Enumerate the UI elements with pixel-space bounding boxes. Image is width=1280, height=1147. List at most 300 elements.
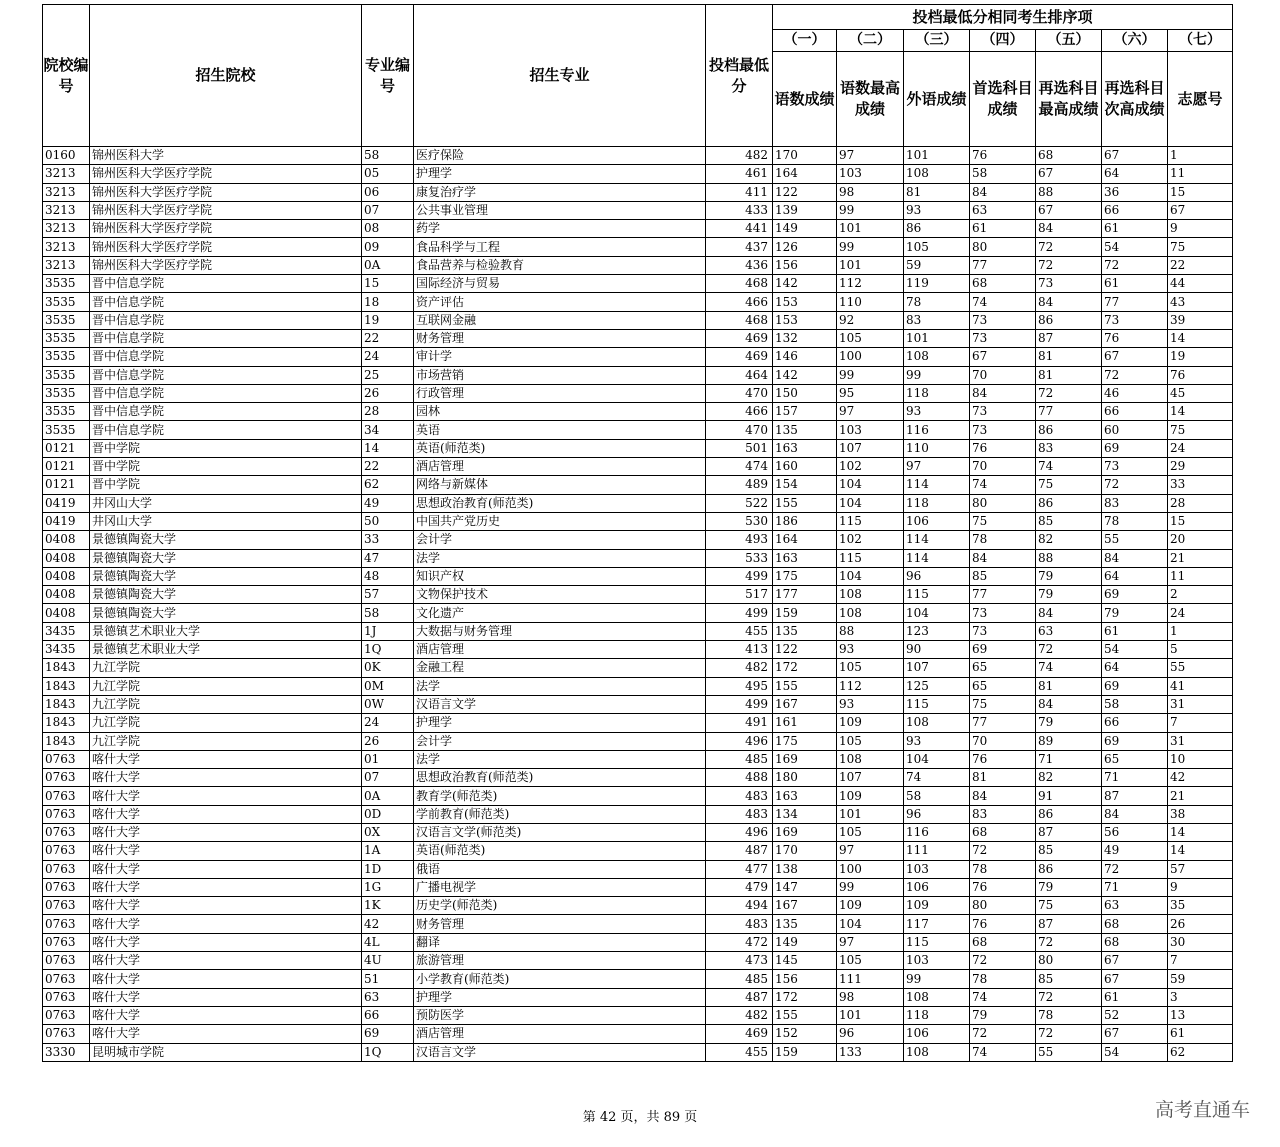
table-row <box>43 659 1233 677</box>
cell-order-7: 21 <box>1168 549 1233 567</box>
cell-school-code: 0763 <box>43 988 90 1006</box>
cell-school: 景德镇艺术职业大学 <box>90 641 362 659</box>
cell-order-5: 72 <box>1036 933 1102 951</box>
cell-major-code: 07 <box>362 769 414 787</box>
cell-school: 晋中信息学院 <box>90 403 362 421</box>
cell-order-7: 75 <box>1168 238 1233 256</box>
cell-order-2: 104 <box>837 567 904 585</box>
cell-order-5: 71 <box>1036 750 1102 768</box>
cell-school-code: 0763 <box>43 952 90 970</box>
cell-order-7: 14 <box>1168 842 1233 860</box>
cell-school-code: 0121 <box>43 458 90 476</box>
cell-school: 喀什大学 <box>90 787 362 805</box>
table-row <box>43 238 1233 256</box>
cell-school: 喀什大学 <box>90 878 362 896</box>
cell-order-6: 69 <box>1102 439 1168 457</box>
cell-major: 网络与新媒体 <box>414 476 706 494</box>
cell-order-2: 104 <box>837 494 904 512</box>
cell-order-3: 114 <box>904 531 970 549</box>
cell-school-code: 0160 <box>43 147 90 165</box>
table-row <box>43 622 1233 640</box>
cell-order-6: 76 <box>1102 329 1168 347</box>
cell-order-7: 35 <box>1168 897 1233 915</box>
cell-order-1: 155 <box>773 1006 837 1024</box>
cell-order-2: 105 <box>837 329 904 347</box>
cell-major: 预防医学 <box>414 1006 706 1024</box>
cell-order-3: 114 <box>904 476 970 494</box>
cell-order-2: 95 <box>837 384 904 402</box>
cell-order-1: 175 <box>773 732 837 750</box>
cell-order-1: 163 <box>773 439 837 457</box>
cell-school: 锦州医科大学医疗学院 <box>90 238 362 256</box>
cell-school-code: 1843 <box>43 659 90 677</box>
cell-school-code: 0121 <box>43 439 90 457</box>
cell-min-score: 489 <box>706 476 773 494</box>
cell-school-code: 3213 <box>43 256 90 274</box>
cell-school: 晋中信息学院 <box>90 275 362 293</box>
header-item-7: 志愿号 <box>1168 52 1233 147</box>
cell-order-4: 73 <box>970 604 1036 622</box>
cell-order-7: 2 <box>1168 586 1233 604</box>
cell-order-3: 101 <box>904 329 970 347</box>
cell-major: 财务管理 <box>414 915 706 933</box>
cell-order-2: 97 <box>837 933 904 951</box>
cell-order-6: 71 <box>1102 878 1168 896</box>
cell-order-7: 5 <box>1168 641 1233 659</box>
cell-min-score: 485 <box>706 750 773 768</box>
cell-order-4: 83 <box>970 805 1036 823</box>
header-order-6: （六） <box>1102 30 1168 52</box>
cell-school: 景德镇陶瓷大学 <box>90 531 362 549</box>
table-row <box>43 531 1233 549</box>
table-row <box>43 403 1233 421</box>
cell-school-code: 1843 <box>43 695 90 713</box>
cell-major: 法学 <box>414 677 706 695</box>
table-row <box>43 549 1233 567</box>
cell-school-code: 0763 <box>43 897 90 915</box>
cell-order-7: 26 <box>1168 915 1233 933</box>
cell-major-code: 14 <box>362 439 414 457</box>
cell-min-score: 482 <box>706 147 773 165</box>
cell-school-code: 0408 <box>43 604 90 622</box>
cell-order-6: 55 <box>1102 531 1168 549</box>
cell-school: 喀什大学 <box>90 897 362 915</box>
cell-school-code: 3213 <box>43 183 90 201</box>
cell-major-code: 0A <box>362 256 414 274</box>
cell-order-5: 86 <box>1036 494 1102 512</box>
cell-order-7: 7 <box>1168 952 1233 970</box>
cell-order-7: 31 <box>1168 732 1233 750</box>
cell-major: 食品科学与工程 <box>414 238 706 256</box>
cell-major: 知识产权 <box>414 567 706 585</box>
cell-order-1: 147 <box>773 878 837 896</box>
cell-order-6: 61 <box>1102 988 1168 1006</box>
cell-order-6: 72 <box>1102 256 1168 274</box>
cell-order-4: 72 <box>970 842 1036 860</box>
cell-min-score: 522 <box>706 494 773 512</box>
cell-min-score: 472 <box>706 933 773 951</box>
cell-order-1: 159 <box>773 604 837 622</box>
cell-order-3: 115 <box>904 695 970 713</box>
cell-major: 教育学(师范类) <box>414 787 706 805</box>
cell-school: 喀什大学 <box>90 933 362 951</box>
cell-school: 晋中学院 <box>90 476 362 494</box>
cell-order-2: 133 <box>837 1043 904 1061</box>
cell-order-5: 79 <box>1036 878 1102 896</box>
cell-order-1: 186 <box>773 512 837 530</box>
cell-order-3: 106 <box>904 878 970 896</box>
cell-order-6: 66 <box>1102 714 1168 732</box>
cell-order-4: 68 <box>970 823 1036 841</box>
cell-order-3: 118 <box>904 384 970 402</box>
cell-major-code: 4U <box>362 952 414 970</box>
cell-order-5: 67 <box>1036 201 1102 219</box>
cell-order-1: 160 <box>773 458 837 476</box>
cell-order-4: 73 <box>970 421 1036 439</box>
cell-order-5: 86 <box>1036 860 1102 878</box>
cell-order-5: 88 <box>1036 549 1102 567</box>
cell-major-code: 4L <box>362 933 414 951</box>
cell-major-code: 22 <box>362 329 414 347</box>
cell-order-6: 58 <box>1102 695 1168 713</box>
cell-min-score: 495 <box>706 677 773 695</box>
cell-major-code: 24 <box>362 348 414 366</box>
cell-school-code: 1843 <box>43 732 90 750</box>
cell-min-score: 437 <box>706 238 773 256</box>
cell-order-1: 172 <box>773 988 837 1006</box>
cell-major: 文物保护技术 <box>414 586 706 604</box>
header-order-3: （三） <box>904 30 970 52</box>
cell-order-4: 68 <box>970 275 1036 293</box>
cell-order-4: 76 <box>970 878 1036 896</box>
cell-school: 喀什大学 <box>90 988 362 1006</box>
header-major-code: 专业编号 <box>362 5 414 147</box>
cell-major: 药学 <box>414 220 706 238</box>
cell-min-score: 469 <box>706 348 773 366</box>
cell-major: 学前教育(师范类) <box>414 805 706 823</box>
cell-major: 思想政治教育(师范类) <box>414 494 706 512</box>
cell-order-1: 159 <box>773 1043 837 1061</box>
cell-order-1: 155 <box>773 677 837 695</box>
cell-order-1: 167 <box>773 695 837 713</box>
cell-order-5: 72 <box>1036 641 1102 659</box>
cell-major-code: 57 <box>362 586 414 604</box>
cell-order-1: 135 <box>773 622 837 640</box>
cell-order-5: 72 <box>1036 988 1102 1006</box>
cell-order-7: 61 <box>1168 1025 1233 1043</box>
cell-school: 锦州医科大学医疗学院 <box>90 256 362 274</box>
cell-order-1: 126 <box>773 238 837 256</box>
cell-order-7: 31 <box>1168 695 1233 713</box>
cell-order-6: 87 <box>1102 787 1168 805</box>
cell-major-code: 28 <box>362 403 414 421</box>
cell-order-5: 72 <box>1036 1025 1102 1043</box>
header-order-1: （一） <box>773 30 837 52</box>
cell-min-score: 466 <box>706 293 773 311</box>
cell-order-4: 84 <box>970 384 1036 402</box>
cell-order-2: 105 <box>837 659 904 677</box>
cell-order-2: 103 <box>837 165 904 183</box>
header-item-3: 外语成绩 <box>904 52 970 147</box>
cell-order-2: 103 <box>837 421 904 439</box>
cell-min-score: 413 <box>706 641 773 659</box>
cell-order-2: 100 <box>837 348 904 366</box>
cell-order-7: 75 <box>1168 421 1233 439</box>
cell-order-2: 102 <box>837 531 904 549</box>
table-row <box>43 878 1233 896</box>
table-row <box>43 732 1233 750</box>
cell-min-score: 436 <box>706 256 773 274</box>
cell-order-1: 135 <box>773 421 837 439</box>
cell-order-7: 45 <box>1168 384 1233 402</box>
cell-order-7: 76 <box>1168 366 1233 384</box>
cell-order-3: 115 <box>904 586 970 604</box>
cell-major-code: 1J <box>362 622 414 640</box>
table-row <box>43 823 1233 841</box>
cell-order-6: 72 <box>1102 860 1168 878</box>
cell-order-3: 116 <box>904 823 970 841</box>
cell-order-2: 107 <box>837 769 904 787</box>
cell-major: 旅游管理 <box>414 952 706 970</box>
cell-order-4: 72 <box>970 952 1036 970</box>
table-row <box>43 860 1233 878</box>
table-row <box>43 165 1233 183</box>
header-item-4: 首选科目成绩 <box>970 52 1036 147</box>
cell-major: 会计学 <box>414 531 706 549</box>
cell-order-3: 108 <box>904 165 970 183</box>
cell-order-4: 73 <box>970 329 1036 347</box>
cell-school-code: 0408 <box>43 567 90 585</box>
cell-order-7: 22 <box>1168 256 1233 274</box>
table-row <box>43 384 1233 402</box>
cell-order-5: 85 <box>1036 970 1102 988</box>
cell-order-3: 93 <box>904 732 970 750</box>
cell-school-code: 0121 <box>43 476 90 494</box>
header-item-5: 再选科目最高成绩 <box>1036 52 1102 147</box>
cell-order-5: 55 <box>1036 1043 1102 1061</box>
cell-order-2: 104 <box>837 915 904 933</box>
header-tiebreak-group: 投档最低分相同考生排序项 <box>773 5 1233 30</box>
cell-school-code: 0408 <box>43 586 90 604</box>
cell-min-score: 473 <box>706 952 773 970</box>
cell-school-code: 3535 <box>43 275 90 293</box>
cell-order-6: 84 <box>1102 805 1168 823</box>
cell-major-code: 26 <box>362 384 414 402</box>
cell-order-1: 180 <box>773 769 837 787</box>
cell-order-5: 81 <box>1036 677 1102 695</box>
cell-order-5: 88 <box>1036 183 1102 201</box>
cell-order-5: 75 <box>1036 476 1102 494</box>
header-order-5: （五） <box>1036 30 1102 52</box>
table-row <box>43 897 1233 915</box>
cell-order-6: 71 <box>1102 769 1168 787</box>
table-row <box>43 421 1233 439</box>
cell-min-score: 455 <box>706 1043 773 1061</box>
cell-order-7: 13 <box>1168 1006 1233 1024</box>
cell-school-code: 3535 <box>43 348 90 366</box>
cell-order-5: 79 <box>1036 714 1102 732</box>
cell-school: 喀什大学 <box>90 823 362 841</box>
cell-order-2: 101 <box>837 220 904 238</box>
cell-order-4: 72 <box>970 1025 1036 1043</box>
cell-order-5: 82 <box>1036 769 1102 787</box>
cell-order-4: 74 <box>970 988 1036 1006</box>
cell-school: 晋中学院 <box>90 439 362 457</box>
cell-school: 锦州医科大学医疗学院 <box>90 183 362 201</box>
cell-school: 锦州医科大学医疗学院 <box>90 165 362 183</box>
header-item-1: 语数成绩 <box>773 52 837 147</box>
cell-order-1: 145 <box>773 952 837 970</box>
cell-order-2: 112 <box>837 677 904 695</box>
cell-order-1: 152 <box>773 1025 837 1043</box>
cell-school-code: 3330 <box>43 1043 90 1061</box>
cell-min-score: 477 <box>706 860 773 878</box>
cell-school-code: 0763 <box>43 933 90 951</box>
cell-order-3: 107 <box>904 659 970 677</box>
cell-school: 井冈山大学 <box>90 512 362 530</box>
cell-order-3: 110 <box>904 439 970 457</box>
cell-major: 文化遗产 <box>414 604 706 622</box>
cell-order-4: 70 <box>970 366 1036 384</box>
cell-order-5: 79 <box>1036 586 1102 604</box>
cell-order-4: 84 <box>970 549 1036 567</box>
cell-order-2: 109 <box>837 787 904 805</box>
cell-order-4: 65 <box>970 677 1036 695</box>
cell-order-1: 149 <box>773 220 837 238</box>
cell-major: 财务管理 <box>414 329 706 347</box>
table-row <box>43 311 1233 329</box>
cell-major: 汉语言文学 <box>414 1043 706 1061</box>
cell-order-4: 81 <box>970 769 1036 787</box>
cell-major-code: 42 <box>362 915 414 933</box>
cell-major-code: 09 <box>362 238 414 256</box>
cell-major: 行政管理 <box>414 384 706 402</box>
cell-order-7: 11 <box>1168 567 1233 585</box>
cell-school: 景德镇艺术职业大学 <box>90 622 362 640</box>
cell-school-code: 3535 <box>43 366 90 384</box>
cell-major: 英语(师范类) <box>414 439 706 457</box>
cell-order-2: 99 <box>837 238 904 256</box>
cell-order-3: 104 <box>904 604 970 622</box>
table-row <box>43 933 1233 951</box>
cell-order-1: 156 <box>773 256 837 274</box>
table-row <box>43 805 1233 823</box>
cell-order-1: 149 <box>773 933 837 951</box>
cell-order-4: 73 <box>970 622 1036 640</box>
header-order-7: （七） <box>1168 30 1233 52</box>
cell-school-code: 0763 <box>43 842 90 860</box>
cell-order-5: 67 <box>1036 165 1102 183</box>
cell-order-4: 78 <box>970 531 1036 549</box>
cell-major: 英语 <box>414 421 706 439</box>
cell-order-4: 69 <box>970 641 1036 659</box>
table-row <box>43 695 1233 713</box>
cell-order-1: 177 <box>773 586 837 604</box>
cell-order-4: 77 <box>970 256 1036 274</box>
cell-min-score: 411 <box>706 183 773 201</box>
cell-school: 九江学院 <box>90 732 362 750</box>
cell-school: 景德镇陶瓷大学 <box>90 567 362 585</box>
cell-order-7: 55 <box>1168 659 1233 677</box>
cell-major-code: 15 <box>362 275 414 293</box>
cell-school: 晋中信息学院 <box>90 329 362 347</box>
cell-order-7: 28 <box>1168 494 1233 512</box>
cell-order-4: 80 <box>970 494 1036 512</box>
table-body <box>43 147 1233 1062</box>
cell-order-5: 85 <box>1036 842 1102 860</box>
cell-school-code: 3535 <box>43 311 90 329</box>
cell-major-code: 58 <box>362 147 414 165</box>
cell-order-6: 61 <box>1102 275 1168 293</box>
cell-school-code: 0408 <box>43 531 90 549</box>
cell-order-3: 106 <box>904 1025 970 1043</box>
cell-major: 小学教育(师范类) <box>414 970 706 988</box>
cell-min-score: 499 <box>706 695 773 713</box>
cell-school: 喀什大学 <box>90 805 362 823</box>
table-row <box>43 220 1233 238</box>
cell-order-2: 111 <box>837 970 904 988</box>
cell-major: 护理学 <box>414 714 706 732</box>
cell-order-4: 70 <box>970 458 1036 476</box>
cell-order-7: 62 <box>1168 1043 1233 1061</box>
cell-min-score: 483 <box>706 915 773 933</box>
cell-min-score: 494 <box>706 897 773 915</box>
cell-min-score: 499 <box>706 567 773 585</box>
header-school: 招生院校 <box>90 5 362 147</box>
cell-min-score: 488 <box>706 769 773 787</box>
cell-major-code: 26 <box>362 732 414 750</box>
cell-order-7: 9 <box>1168 878 1233 896</box>
cell-order-7: 42 <box>1168 769 1233 787</box>
cell-order-3: 58 <box>904 787 970 805</box>
table-row <box>43 1006 1233 1024</box>
cell-school-code: 0763 <box>43 787 90 805</box>
cell-order-2: 102 <box>837 458 904 476</box>
cell-major: 国际经济与贸易 <box>414 275 706 293</box>
cell-order-6: 56 <box>1102 823 1168 841</box>
cell-order-4: 75 <box>970 512 1036 530</box>
cell-major-code: 18 <box>362 293 414 311</box>
cell-order-5: 82 <box>1036 531 1102 549</box>
cell-school-code: 0763 <box>43 1025 90 1043</box>
cell-school-code: 3213 <box>43 238 90 256</box>
cell-order-1: 142 <box>773 366 837 384</box>
cell-school: 景德镇陶瓷大学 <box>90 586 362 604</box>
cell-order-3: 90 <box>904 641 970 659</box>
cell-order-7: 1 <box>1168 147 1233 165</box>
cell-order-6: 67 <box>1102 147 1168 165</box>
cell-major: 食品营养与检验教育 <box>414 256 706 274</box>
cell-order-5: 63 <box>1036 622 1102 640</box>
table-row <box>43 1025 1233 1043</box>
cell-order-5: 84 <box>1036 293 1102 311</box>
cell-major: 酒店管理 <box>414 641 706 659</box>
cell-major-code: 1Q <box>362 1043 414 1061</box>
cell-order-6: 77 <box>1102 293 1168 311</box>
cell-order-4: 58 <box>970 165 1036 183</box>
cell-major: 汉语言文学(师范类) <box>414 823 706 841</box>
cell-order-1: 163 <box>773 787 837 805</box>
cell-order-1: 170 <box>773 842 837 860</box>
cell-order-5: 84 <box>1036 604 1102 622</box>
cell-order-3: 101 <box>904 147 970 165</box>
cell-order-7: 41 <box>1168 677 1233 695</box>
table-row <box>43 256 1233 274</box>
cell-order-5: 72 <box>1036 384 1102 402</box>
cell-order-2: 110 <box>837 293 904 311</box>
cell-school: 锦州医科大学医疗学院 <box>90 201 362 219</box>
cell-school-code: 0763 <box>43 1006 90 1024</box>
